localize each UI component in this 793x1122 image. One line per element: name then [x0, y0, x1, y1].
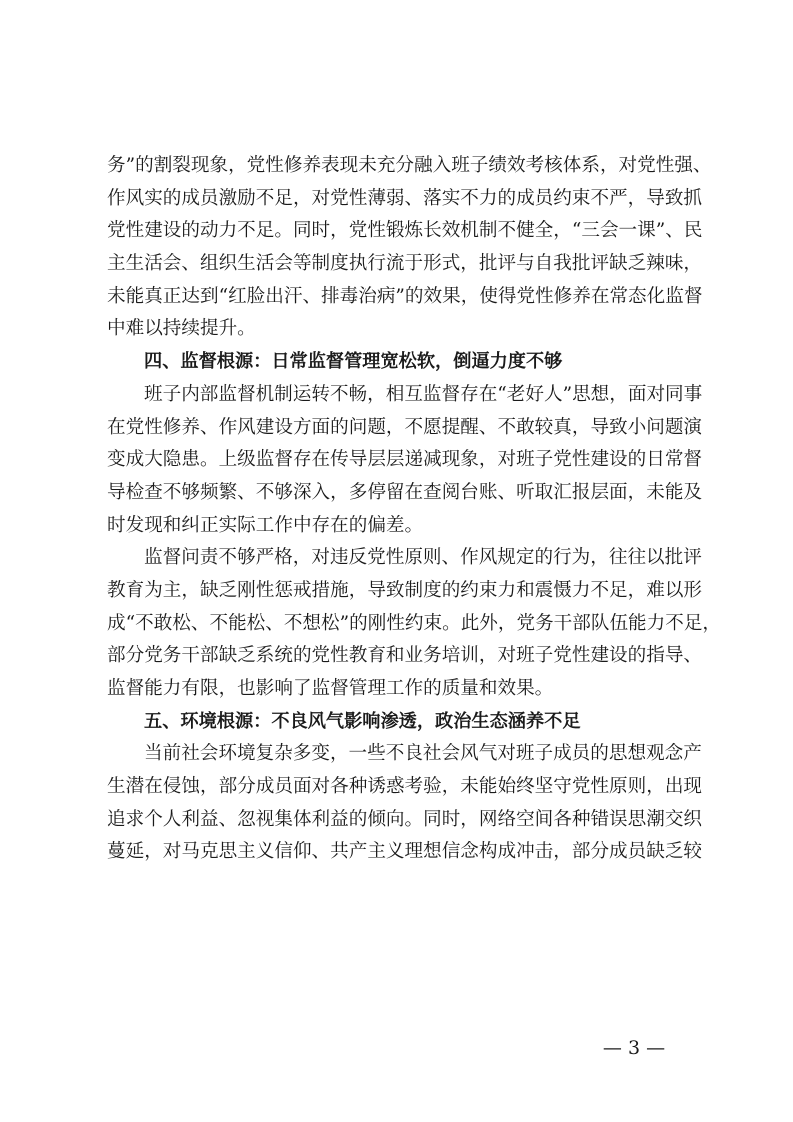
paragraph-line: 班子内部监督机制运转不畅，相互监督存在“老好人”思想，面对同事 [144, 383, 703, 405]
paragraph-line: 成“不敢松、不能松、不想松”的刚性约束。此外，党务干部队伍能力不足， [107, 612, 722, 634]
section-heading: 四、监督根源：日常监督管理宽松软，倒逼力度不够 [144, 351, 563, 373]
page-number: — 3 — [602, 1037, 666, 1059]
paragraph-line: 蔓延，对马克思主义信仰、共产主义理想信念构成冲击，部分成员缺乏较 [107, 841, 703, 863]
paragraph-line: 中难以持续提升。 [107, 318, 256, 340]
paragraph-line: 当前社会环境复杂多变，一些不良社会风气对班子成员的思想观念产 [144, 743, 702, 765]
paragraph-line: 党性建设的动力不足。同时，党性锻炼长效机制不健全，“三会一课”、民 [107, 220, 703, 242]
document-body [107, 150, 722, 869]
paragraph-line: 主生活会、组织生活会等制度执行流于形式，批评与自我批评缺乏辣味， [107, 253, 703, 275]
paragraph-line: 在党性修养、作风建设方面的问题，不愿提醒、不敢较真，导致小问题演 [107, 416, 703, 438]
paragraph-line: 教育为主，缺乏刚性惩戒措施，导致制度的约束力和震慑力不足，难以形 [107, 579, 703, 601]
paragraph-line: 时发现和纠正实际工作中存在的偏差。 [107, 514, 424, 536]
paragraph-line: 变成大隐患。上级监督存在传导层层递减现象，对班子党性建设的日常督 [107, 449, 703, 471]
paragraph-line: 部分党务干部缺乏系统的党性教育和业务培训，对班子党性建设的指导、 [107, 645, 703, 667]
paragraph-line: 作风实的成员激励不足，对党性薄弱、落实不力的成员约束不严，导致抓 [107, 187, 703, 209]
paragraph-line: 追求个人利益、忽视集体利益的倾向。同时，网络空间各种错误思潮交织 [107, 808, 703, 830]
section-heading: 五、环境根源：不良风气影响渗透，政治生态涵养不足 [144, 710, 581, 732]
paragraph-line: 未能真正达到“红脸出汗、排毒治病”的效果，使得党性修养在常态化监督 [107, 285, 703, 307]
paragraph-line: 监督能力有限，也影响了监督管理工作的质量和效果。 [107, 678, 554, 699]
paragraph-line: 务”的割裂现象，党性修养表现未充分融入班子绩效考核体系，对党性强、 [107, 155, 712, 176]
paragraph-line: 生潜在侵蚀，部分成员面对各种诱惑考验，未能始终坚守党性原则，出现 [107, 776, 703, 798]
paragraph-line: 导检查不够频繁、不够深入，多停留在查阅台账、听取汇报层面，未能及 [107, 481, 703, 503]
paragraph-line: 监督问责不够严格，对违反党性原则、作风规定的行为，往往以批评 [144, 547, 702, 569]
